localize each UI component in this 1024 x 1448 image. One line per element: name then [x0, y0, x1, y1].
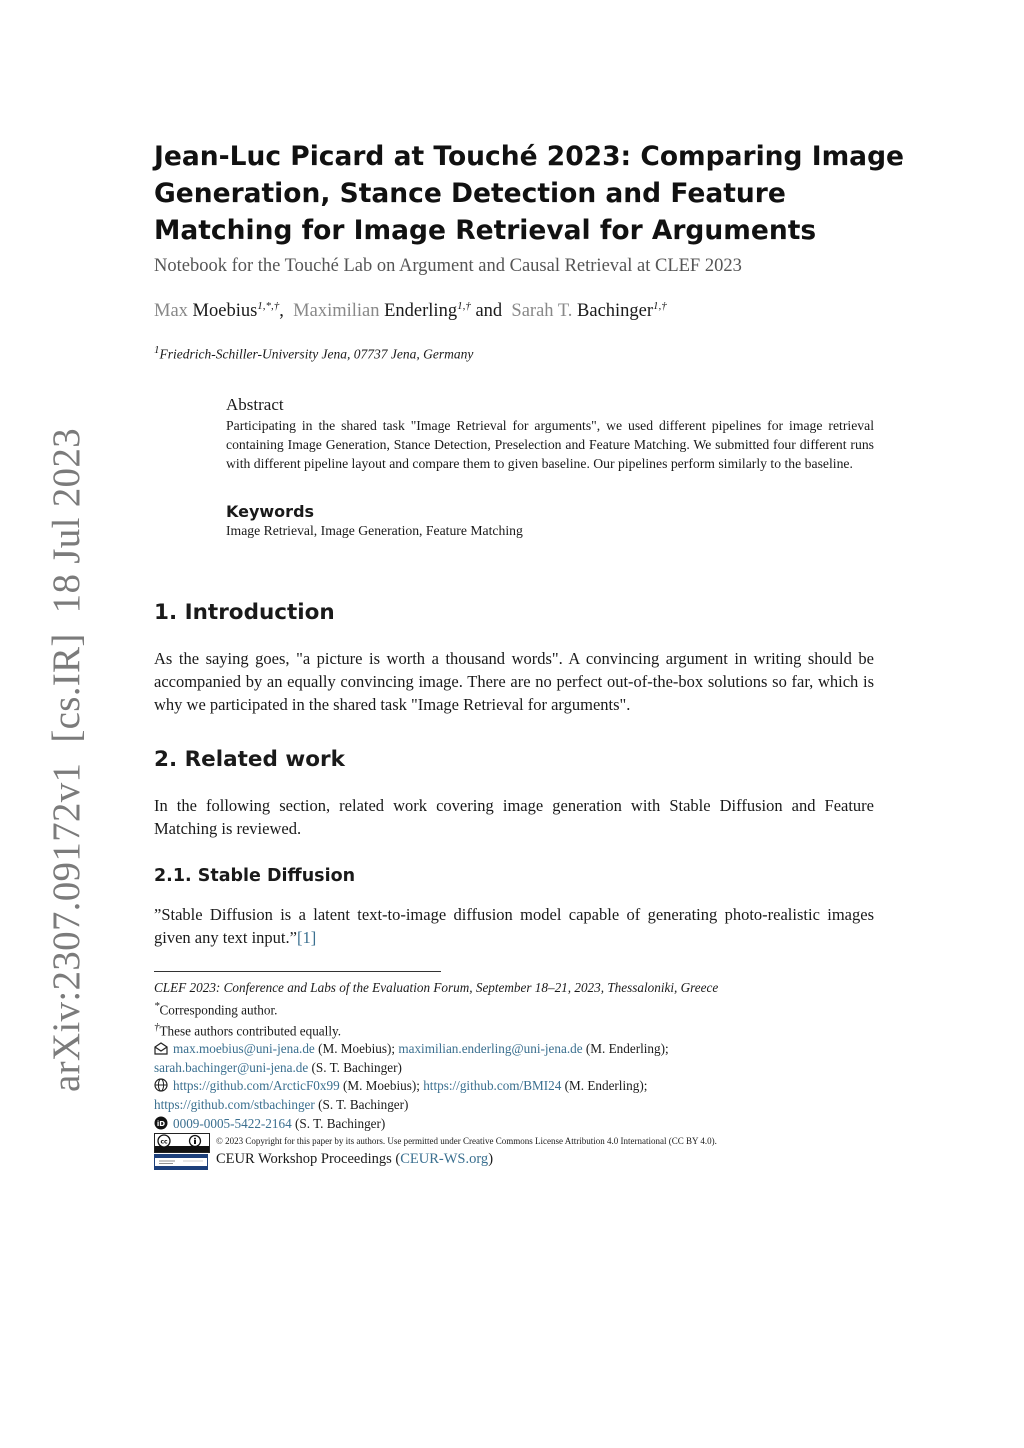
- abstract-heading: Abstract: [226, 395, 284, 414]
- author-last-name: Enderling: [384, 301, 458, 322]
- ceur-link[interactable]: CEUR-WS.org: [400, 1151, 489, 1167]
- copyright-text: © 2023 Copyright for this paper by its authors. Use permitted under Creative Commons License Attribution 4.0 International (CC BY 4.0).: [216, 1136, 717, 1146]
- footnote-corresponding: [154, 997, 874, 1019]
- related-work-text: In the following section, related work covering image generation with Stable Diffusion and Feature Matching is reviewed.: [154, 796, 874, 838]
- orcid-link[interactable]: 0009-0005-5422-2164: [173, 1116, 292, 1131]
- footnote-corresponding-text: Corresponding author.: [159, 1002, 278, 1018]
- footnote-github: [154, 1076, 874, 1114]
- footnote-mark: †: [154, 1021, 160, 1033]
- email-link[interactable]: max.moebius@uni-jena.de: [173, 1041, 315, 1056]
- envelope-icon: [154, 1041, 168, 1055]
- subsection-heading-stable-diffusion: 2.1. Stable Diffusion: [154, 866, 356, 886]
- author-list: [154, 300, 667, 322]
- footnote-conference: CLEF 2023: Conference and Labs of the Evaluation Forum, September 18–21, 2023, Thessaloniki, Greece: [154, 980, 719, 995]
- cc-icon: [155, 1134, 209, 1152]
- affiliation-mark: 1: [154, 344, 160, 356]
- footnote-rule: [154, 971, 441, 972]
- author-first-name: Sarah T.: [511, 301, 573, 322]
- ceur-proceedings: [216, 1151, 493, 1168]
- github-link[interactable]: https://github.com/BMI24: [423, 1078, 562, 1093]
- author-marks: 1,†: [653, 300, 667, 312]
- author-separator: ,: [279, 301, 284, 322]
- orcid-icon: [154, 1116, 168, 1130]
- section-heading-related-work: 2. Related work: [154, 747, 345, 772]
- author-first-name: Maximilian: [293, 301, 380, 322]
- svg-text:iD: iD: [156, 1120, 166, 1128]
- email-link[interactable]: sarah.bachinger@uni-jena.de: [154, 1060, 309, 1075]
- cc-by-badge: [154, 1133, 210, 1153]
- footnote-mark: *: [154, 1000, 160, 1012]
- orcid-owner: (S. T. Bachinger): [291, 1116, 386, 1131]
- ceur-close-paren: ): [488, 1151, 494, 1167]
- arxiv-category: [cs.IR]: [45, 633, 88, 743]
- arxiv-id: arXiv:2307.09172v1: [45, 762, 88, 1092]
- author-first-name: Max: [154, 301, 188, 322]
- github-owner: (M. Moebius);: [339, 1078, 424, 1093]
- globe-icon: [154, 1078, 168, 1092]
- author-marks: 1,†: [457, 300, 471, 312]
- author-last-name: Bachinger: [577, 301, 654, 322]
- arxiv-stamp: [44, 418, 89, 1102]
- stable-diffusion-quote: ”Stable Diffusion is a latent text-to-image diffusion model capable of generating photo-realistic images given any text input.”: [154, 905, 874, 947]
- abstract-text: Participating in the shared task "Image Retrieval for arguments", we used different pipelines for image retrieval containing Image Generation, Stance Detection, Preselection and Feature Matching. We submitted four different runs with different pipeline layout and compare them to given baseline. Our pipelines perform similarly to the baseline.: [226, 418, 874, 471]
- email-owner: (S. T. Bachinger): [308, 1060, 402, 1075]
- footnote-equal-text: These authors contributed equally.: [159, 1023, 342, 1039]
- introduction-text: As the saying goes, "a picture is worth a thousand words". A convincing argument in writing should be accompanied by an equally convincing image. There are no perfect out-of-the-box solutions so far, which is why we participated in the shared task "Image Retrieval for arguments".: [154, 649, 874, 714]
- arxiv-date: 18 Jul 2023: [45, 428, 88, 614]
- github-link[interactable]: https://github.com/ArcticF0x99: [173, 1078, 340, 1093]
- ceur-logo: [154, 1154, 208, 1170]
- email-owner: (M. Moebius);: [314, 1041, 399, 1056]
- github-link[interactable]: https://github.com/stbachinger: [154, 1097, 315, 1112]
- keywords-heading: Keywords: [226, 502, 315, 521]
- ceur-logo-icon: [155, 1155, 207, 1169]
- email-link[interactable]: maximilian.enderling@uni-jena.de: [398, 1041, 583, 1056]
- footnote-equal: [154, 1018, 874, 1040]
- github-owner: (S. T. Bachinger): [314, 1097, 409, 1112]
- author-last-name: Moebius: [192, 301, 258, 322]
- stable-diffusion-text: [154, 903, 874, 949]
- section-heading-introduction: 1. Introduction: [154, 600, 335, 625]
- paper-title: Jean-Luc Picard at Touché 2023: Comparing Image Generation, Stance Detection and Feature Matching for Image Retrieval for Arguments: [154, 141, 905, 246]
- citation-link[interactable]: [1]: [296, 928, 317, 947]
- affiliation: [154, 344, 473, 363]
- github-owner: (M. Enderling);: [561, 1078, 648, 1093]
- paper-subtitle: Notebook for the Touché Lab on Argument and Causal Retrieval at CLEF 2023: [154, 256, 742, 276]
- author-and: and: [475, 301, 503, 322]
- author-marks: 1,*,†: [257, 300, 280, 312]
- keywords-text: Image Retrieval, Image Generation, Feature Matching: [226, 523, 523, 538]
- footnote-orcid: [154, 1114, 874, 1133]
- ceur-proceedings-text: CEUR Workshop Proceedings (: [216, 1151, 401, 1167]
- footnote-emails: [154, 1039, 874, 1077]
- svg-text:cc: cc: [160, 1138, 168, 1146]
- affiliation-text: Friedrich-Schiller-University Jena, 07737 Jena, Germany: [159, 346, 474, 362]
- email-owner: (M. Enderling);: [582, 1041, 669, 1056]
